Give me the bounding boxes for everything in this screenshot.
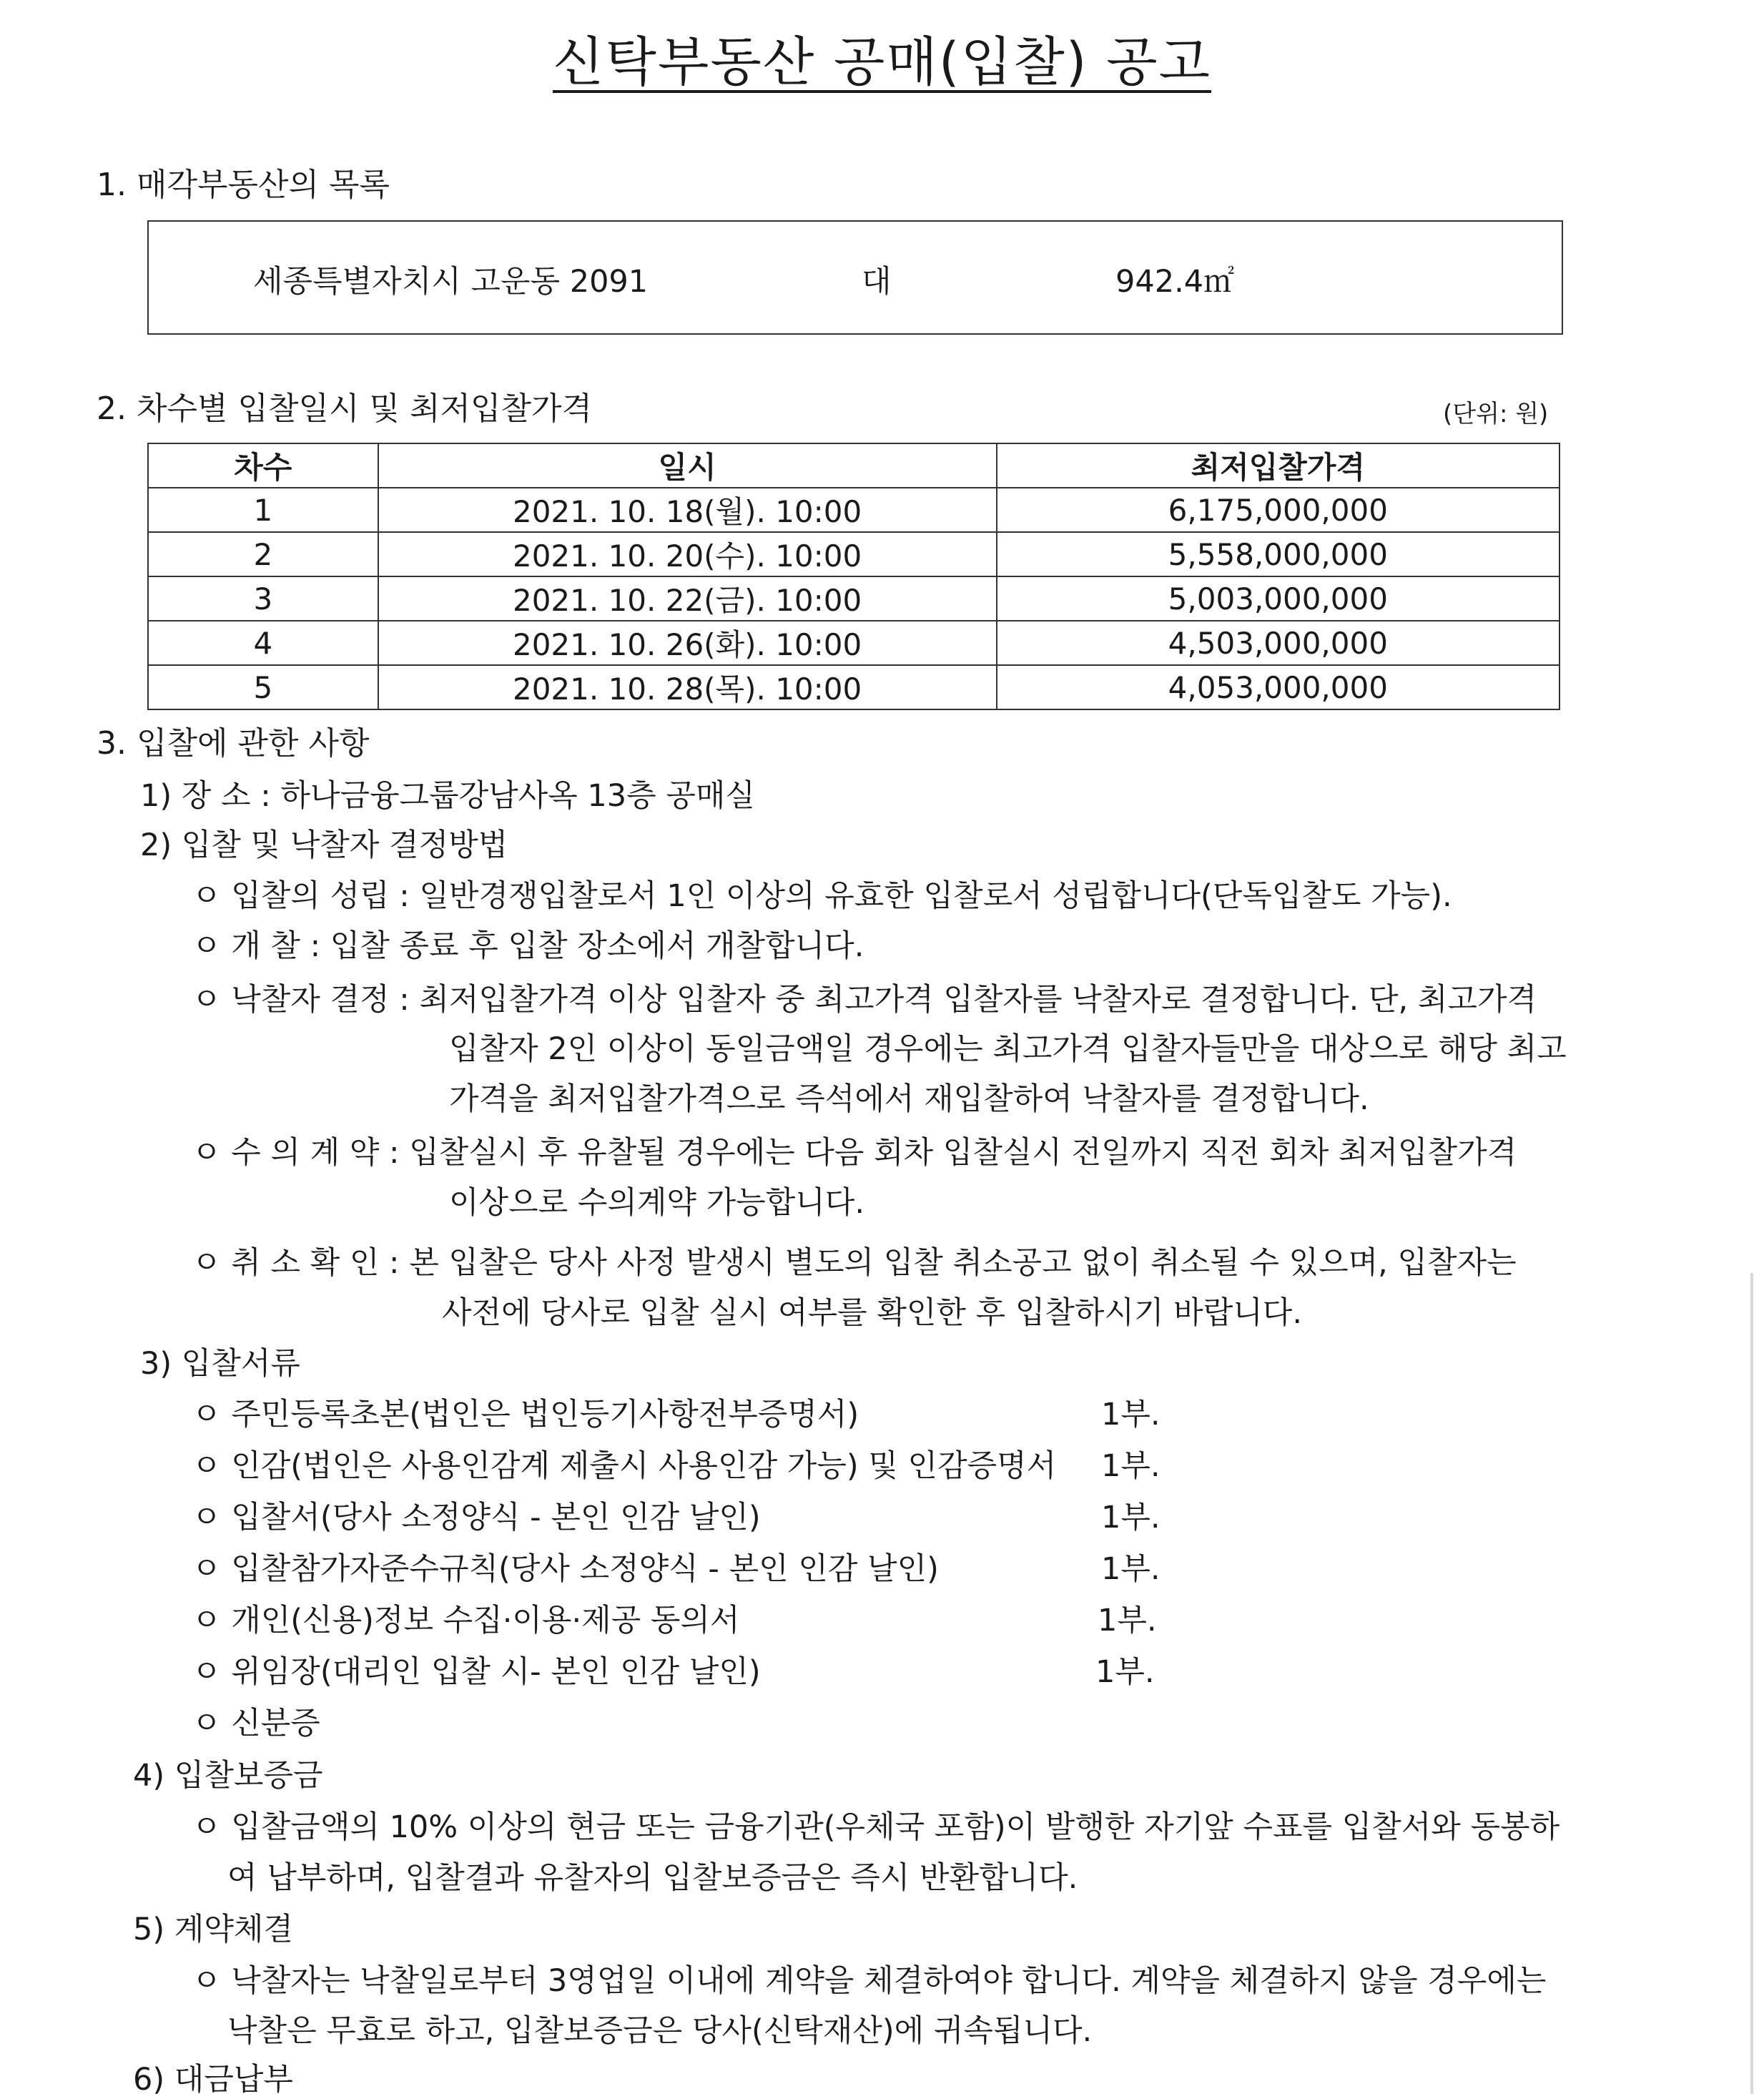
property-list-box bbox=[147, 220, 1563, 335]
method-item-cancellation-line1: ㅇ 취 소 확 인 : 본 입찰은 당사 사정 발생시 별도의 입찰 취소공고 없이 취소될 수 있으며, 입찰자는 bbox=[192, 1245, 1517, 1281]
price-cell: 4,503,000,000 bbox=[997, 621, 1559, 665]
price-cell: 4,053,000,000 bbox=[997, 665, 1559, 709]
doc-item: ㅇ 개인(신용)정보 수집·이용·제공 동의서 bbox=[192, 1603, 740, 1638]
doc-qty: 1부. bbox=[1101, 1397, 1161, 1432]
table-header-row bbox=[148, 443, 1559, 488]
contract-line1: ㅇ 낙찰자는 낙찰일로부터 3영업일 이내에 계약을 체결하여야 합니다. 계약을 체결하지 않을 경우에는 bbox=[192, 1963, 1547, 1999]
method-item-establishment: ㅇ 입찰의 성립 : 일반경쟁입찰로서 1인 이상의 유효한 입찰로서 성립합니다(단독입찰도 가능). bbox=[192, 878, 1452, 914]
doc-item: ㅇ 주민등록초본(법인은 법인등기사항전부증명서) bbox=[192, 1397, 859, 1432]
price-cell: 5,003,000,000 bbox=[997, 576, 1559, 621]
doc-item: ㅇ 입찰서(당사 소정양식 - 본인 인감 날인) bbox=[192, 1500, 761, 1535]
method-item-winner-line3: 가격을 최저입찰가격으로 즉석에서 재입찰하여 낙찰자를 결정합니다. bbox=[449, 1081, 1369, 1117]
round-cell: 3 bbox=[148, 576, 378, 621]
column-header-round: 차수 bbox=[148, 443, 378, 488]
datetime-cell: 2021. 10. 26(화). 10:00 bbox=[378, 621, 997, 665]
datetime-cell: 2021. 10. 28(목). 10:00 bbox=[378, 665, 997, 709]
datetime-cell: 2021. 10. 20(수). 10:00 bbox=[378, 532, 997, 576]
table-row bbox=[148, 621, 1559, 665]
deposit-line1: ㅇ 입찰금액의 10% 이상의 현금 또는 금융기관(우체국 포함)이 발행한 자기앞 수표를 입찰서와 동봉하 bbox=[192, 1809, 1560, 1845]
section3-heading: 3. 입찰에 관한 사항 bbox=[97, 725, 370, 762]
method-item-winner-line2: 입찰자 2인 이상이 동일금액일 경우에는 최고가격 입찰자들만을 대상으로 해당 최고 bbox=[449, 1031, 1567, 1067]
docs-heading: 3) 입찰서류 bbox=[140, 1346, 300, 1382]
property-area: 942.4㎡ bbox=[1115, 264, 1235, 300]
table-row bbox=[148, 488, 1559, 532]
doc-qty: 1부. bbox=[1098, 1603, 1157, 1638]
column-header-price: 최저입찰가격 bbox=[997, 443, 1559, 488]
page-title: 신탁부동산 공매(입찰) 공고 bbox=[552, 31, 1212, 93]
method-item-winner-line1: ㅇ 낙찰자 결정 : 최저입찰가격 이상 입찰자 중 최고가격 입찰자를 낙찰자로 결정합니다. 단, 최고가격 bbox=[192, 982, 1537, 1018]
round-cell: 4 bbox=[148, 621, 378, 665]
deposit-line2: 여 납부하며, 입찰결과 유찰자의 입찰보증금은 즉시 반환합니다. bbox=[227, 1860, 1078, 1896]
unit-label: (단위: 원) bbox=[1443, 400, 1549, 428]
method-heading: 2) 입찰 및 낙찰자 결정방법 bbox=[140, 827, 508, 863]
column-header-datetime: 일시 bbox=[378, 443, 997, 488]
bid-place: 1) 장 소 : 하나금융그룹강남사옥 13층 공매실 bbox=[140, 778, 755, 814]
section2-heading: 2. 차수별 입찰일시 및 최저입찰가격 bbox=[97, 390, 592, 427]
section1-heading: 1. 매각부동산의 목록 bbox=[97, 167, 390, 203]
doc-qty: 1부. bbox=[1101, 1551, 1161, 1587]
doc-qty: 1부. bbox=[1101, 1448, 1161, 1484]
property-address: 세종특별자치시 고운동 2091 bbox=[253, 264, 649, 300]
method-item-opening: ㅇ 개 찰 : 입찰 종료 후 입찰 장소에서 개찰합니다. bbox=[192, 928, 864, 964]
property-land-type: 대 bbox=[862, 264, 892, 300]
doc-item: ㅇ 인감(법인은 사용인감계 제출시 사용인감 가능) 및 인감증명서 bbox=[192, 1448, 1057, 1484]
price-cell: 6,175,000,000 bbox=[997, 488, 1559, 532]
method-item-private-contract-line2: 이상으로 수의계약 가능합니다. bbox=[449, 1185, 864, 1221]
payment-heading: 6) 대금납부 bbox=[133, 2062, 293, 2098]
doc-qty: 1부. bbox=[1101, 1500, 1161, 1535]
round-cell: 2 bbox=[148, 532, 378, 576]
round-cell: 1 bbox=[148, 488, 378, 532]
contract-heading: 5) 계약체결 bbox=[133, 1912, 293, 1947]
method-item-private-contract-line1: ㅇ 수 의 계 약 : 입찰실시 후 유찰될 경우에는 다음 회차 입찰실시 전일까지 직전 회차 최저입찰가격 bbox=[192, 1135, 1517, 1171]
table-row bbox=[148, 665, 1559, 709]
round-cell: 5 bbox=[148, 665, 378, 709]
scan-edge-shadow bbox=[1750, 1273, 1753, 2094]
table-row bbox=[148, 532, 1559, 576]
doc-item: ㅇ 입찰참가자준수규칙(당사 소정양식 - 본인 인감 날인) bbox=[192, 1551, 939, 1587]
doc-item: ㅇ 위임장(대리인 입찰 시- 본인 인감 날인) bbox=[192, 1654, 761, 1690]
contract-line2: 낙찰은 무효로 하고, 입찰보증금은 당사(신탁재산)에 귀속됩니다. bbox=[227, 2013, 1093, 2049]
table-row bbox=[148, 576, 1559, 621]
price-cell: 5,558,000,000 bbox=[997, 532, 1559, 576]
datetime-cell: 2021. 10. 18(월). 10:00 bbox=[378, 488, 997, 532]
datetime-cell: 2021. 10. 22(금). 10:00 bbox=[378, 576, 997, 621]
deposit-heading: 4) 입찰보증금 bbox=[133, 1758, 323, 1794]
method-item-cancellation-line2: 사전에 당사로 입찰 실시 여부를 확인한 후 입찰하시기 바랍니다. bbox=[442, 1295, 1303, 1331]
doc-item: ㅇ 신분증 bbox=[192, 1706, 320, 1741]
bid-schedule-table bbox=[147, 443, 1560, 710]
doc-qty: 1부. bbox=[1095, 1654, 1155, 1690]
